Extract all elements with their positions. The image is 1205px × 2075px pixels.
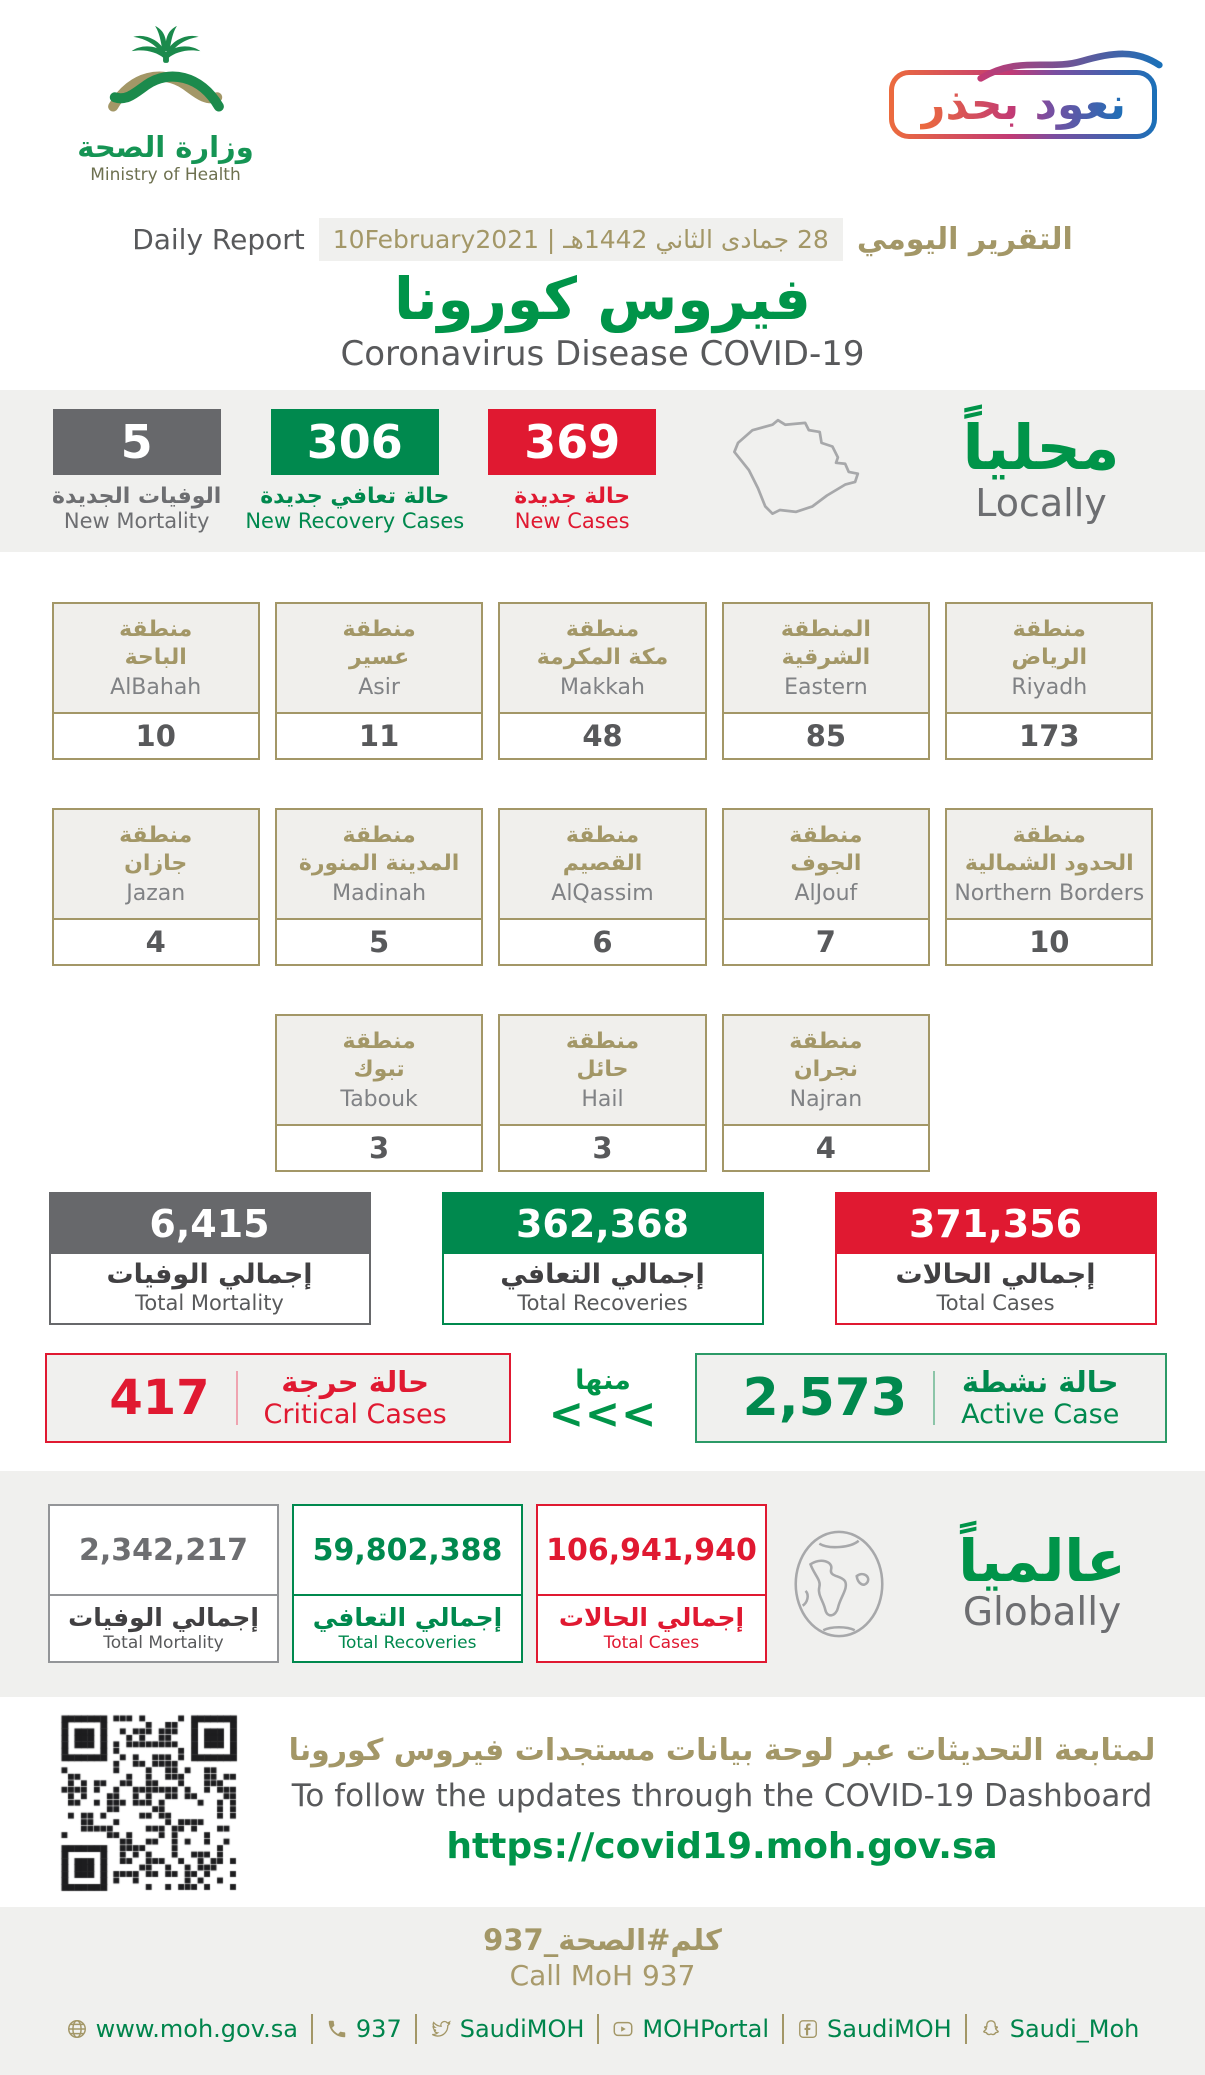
footer-contact-text: Saudi_Moh	[1009, 2014, 1140, 2043]
locally-section	[0, 390, 1205, 552]
report-date-chip: 28 جمادى الثاني 1442هـ | 10February2021	[319, 218, 843, 261]
total-mortality-box	[49, 1192, 371, 1325]
local-stat-new-mortality	[52, 409, 221, 533]
critical-active-row	[45, 1353, 1167, 1443]
call-moh-arabic: كلم#الصحة_937	[483, 1922, 722, 1957]
region-name-english: AlBahah	[110, 674, 202, 700]
active-cases-value: 2,573	[742, 1367, 908, 1428]
globe-icon	[780, 1509, 898, 1659]
active-cases-label-arabic: حالة نشطة	[961, 1365, 1119, 1400]
covid-title-arabic: فيروس كورونا	[393, 265, 812, 333]
total-recoveries-box	[442, 1192, 764, 1325]
region-name-arabic: منطقة القصيم	[562, 822, 643, 877]
total-label-arabic: إجمالي التعافي	[500, 1258, 705, 1290]
region-name-panel	[54, 604, 258, 714]
footer-contact-item	[784, 2015, 965, 2043]
region-name-english: Madinah	[332, 880, 427, 906]
of-which-indicator	[511, 1364, 695, 1438]
region-new-cases-value: 4	[145, 924, 166, 959]
globally-section	[0, 1471, 1205, 1697]
region-name-panel	[277, 604, 481, 714]
footer-contact-text: www.moh.gov.sa	[95, 2014, 298, 2043]
region-new-cases-value: 10	[1029, 924, 1070, 959]
region-name-panel	[500, 1016, 704, 1126]
region-name-arabic: منطقة الباحة	[119, 616, 193, 671]
total-value: 371,356	[908, 1201, 1083, 1246]
critical-cases-value: 417	[109, 1369, 210, 1426]
global-stat-label-arabic: إجمالي الحالات	[558, 1603, 745, 1633]
divider	[933, 1371, 935, 1425]
region-name-arabic: منطقة حائل	[565, 1028, 640, 1083]
footer-contact-item	[313, 2015, 415, 2043]
region-name-panel	[54, 810, 258, 920]
global-stat-label-english: Total Recoveries	[338, 1633, 477, 1654]
global-stat-value: 2,342,217	[50, 1506, 277, 1596]
dashboard-line-english: To follow the updates through the COVID-19 Dashboard	[291, 1777, 1153, 1814]
totals-row	[49, 1192, 1157, 1325]
dashboard-section	[0, 1697, 1205, 1893]
total-label-english: Total Mortality	[135, 1290, 284, 1315]
stat-value-box	[271, 409, 439, 475]
total-label-english: Total Cases	[936, 1290, 1055, 1315]
total-value-box	[444, 1194, 762, 1254]
region-name-english: Jazan	[126, 880, 186, 906]
region-new-cases-value: 3	[369, 1130, 390, 1165]
region-box-makkah	[498, 602, 706, 760]
global-stat-value: 106,941,940	[538, 1506, 765, 1596]
total-label-arabic: إجمالي الحالات	[895, 1258, 1096, 1290]
region-name-panel	[724, 1016, 928, 1126]
region-name-english: Najran	[789, 1086, 863, 1112]
region-name-english: AlQassim	[551, 880, 654, 906]
daily-report-arabic: التقرير اليومي	[856, 222, 1073, 257]
stat-value-box	[488, 409, 656, 475]
regions-grid	[52, 602, 1154, 1172]
global-total-recoveries-box	[292, 1504, 523, 1663]
region-name-panel	[947, 604, 1151, 714]
region-name-english: Eastern	[784, 674, 868, 700]
region-box-madinah	[275, 808, 483, 966]
active-cases-box	[695, 1353, 1167, 1443]
region-new-cases-value: 11	[358, 718, 400, 753]
ministry-name-arabic: وزارة الصحة	[77, 130, 254, 164]
stat-label-english: New Cases	[514, 508, 630, 533]
locally-heading	[921, 410, 1161, 525]
region-new-cases-value: 4	[815, 1130, 836, 1165]
region-name-english: Hail	[581, 1086, 624, 1112]
region-new-cases-value: 6	[592, 924, 613, 959]
region-name-panel	[277, 810, 481, 920]
footer-contact-text: 937	[355, 2014, 402, 2043]
dashboard-text	[279, 1733, 1165, 1873]
stat-label-english: New Mortality	[63, 508, 210, 533]
critical-cases-box	[45, 1353, 511, 1443]
snapchat-icon	[980, 2018, 1002, 2040]
region-new-cases-value: 5	[369, 924, 390, 959]
region-box-albahah	[52, 602, 260, 760]
stat-value: 5	[120, 414, 153, 469]
region-name-arabic: منطقة المدينة المنورة	[298, 822, 460, 877]
report-header-line	[0, 218, 1205, 261]
stat-value: 306	[306, 414, 403, 469]
locally-stats	[52, 409, 656, 533]
footer-contact-text: MOHPortal	[642, 2014, 770, 2043]
global-stat-label-english: Total Mortality	[103, 1633, 224, 1654]
stat-value-box	[53, 409, 221, 475]
footer-contact-text: SaudiMOH	[827, 2014, 952, 2043]
ministry-name-english: Ministry of Health	[90, 165, 241, 185]
region-new-cases-value: 173	[1019, 718, 1080, 753]
region-name-arabic: منطقة نجران	[789, 1028, 863, 1083]
region-box-asir	[275, 602, 483, 760]
stat-label-english: New Recovery Cases	[245, 508, 465, 533]
region-box-najran	[722, 1014, 930, 1172]
youtube-icon	[612, 2018, 634, 2040]
footer-contact-item	[417, 2015, 598, 2043]
critical-cases-label-arabic: حالة حرجة	[281, 1365, 429, 1400]
globally-heading-english: Globally	[962, 1590, 1122, 1636]
saudi-arabia-map-icon	[721, 412, 893, 530]
footer-contact-item	[967, 2015, 1153, 2043]
covid-title-english: Coronavirus Disease COVID-19	[340, 333, 865, 374]
region-box-jazan	[52, 808, 260, 966]
region-box-northern-borders	[945, 808, 1153, 966]
footer-contact-item	[599, 2015, 782, 2043]
region-box-tabouk	[275, 1014, 483, 1172]
region-new-cases-value: 48	[582, 718, 623, 753]
region-name-panel	[947, 810, 1151, 920]
total-value: 6,415	[149, 1201, 270, 1246]
region-name-english: Asir	[358, 674, 400, 700]
dashboard-url-link[interactable]: https://covid19.moh.gov.sa	[446, 1825, 998, 1867]
global-stat-label-english: Total Cases	[603, 1633, 700, 1654]
region-name-english: Northern Borders	[954, 880, 1145, 906]
region-name-arabic: منطقة تبوك	[342, 1028, 416, 1083]
globe-icon	[66, 2018, 88, 2040]
footer-contact-item	[53, 2015, 311, 2043]
total-label-english: Total Recoveries	[517, 1290, 688, 1315]
dashboard-line-arabic: لمتابعة التحديثات عبر لوحة بيانات مستجدات فيروس كورونا	[288, 1732, 1156, 1768]
region-name-panel	[724, 810, 928, 920]
local-stat-new-cases	[488, 409, 656, 533]
qr-code	[55, 1709, 243, 1897]
daily-report-english: Daily Report	[132, 223, 305, 256]
region-box-riyadh	[945, 602, 1153, 760]
global-stat-label-arabic: إجمالي التعافي	[312, 1603, 503, 1633]
moh-logo	[58, 26, 273, 185]
global-stat-label-arabic: إجمالي الوفيات	[68, 1603, 259, 1633]
footer-contact-text: SaudiMOH	[459, 2014, 585, 2043]
globally-heading	[927, 1527, 1157, 1636]
region-name-panel	[500, 604, 704, 714]
locally-heading-arabic: محلياً	[962, 410, 1120, 484]
region-name-arabic: منطقة جازان	[119, 822, 193, 877]
global-total-cases-box	[536, 1504, 767, 1663]
footer-contacts	[0, 2014, 1205, 2044]
divider	[236, 1371, 238, 1425]
header	[0, 0, 1205, 212]
region-new-cases-value: 3	[592, 1130, 613, 1165]
globally-heading-arabic: عالمياً	[958, 1527, 1126, 1596]
call-moh-english: Call MoH 937	[509, 1958, 696, 1992]
global-stat-value: 59,802,388	[294, 1506, 521, 1596]
critical-cases-label-english: Critical Cases	[263, 1399, 447, 1431]
total-value: 362,368	[515, 1201, 690, 1246]
region-new-cases-value: 10	[135, 718, 176, 753]
global-total-mortality-box	[48, 1504, 279, 1663]
twitter-icon	[430, 2018, 452, 2040]
phone-icon	[326, 2018, 348, 2040]
badge-swoosh-icon	[975, 46, 1165, 86]
bottom-band	[0, 1907, 1205, 2075]
region-name-english: Tabouk	[340, 1086, 418, 1112]
region-name-arabic: المنطقة الشرقية	[780, 616, 871, 671]
globally-stats	[48, 1504, 767, 1663]
local-stat-new-recovery-cases	[245, 409, 464, 533]
region-name-english: AlJouf	[794, 880, 858, 906]
region-name-arabic: منطقة عسير	[342, 616, 416, 671]
total-label-arabic: إجمالي الوفيات	[106, 1258, 313, 1290]
stat-value: 369	[524, 414, 621, 469]
badge-text: نعود بحذر	[920, 79, 1126, 130]
region-box-hail	[498, 1014, 706, 1172]
palm-emblem-icon	[92, 26, 240, 130]
region-name-arabic: منطقة مكة المكرمة	[536, 616, 669, 671]
region-name-arabic: منطقة الحدود الشمالية	[964, 822, 1134, 877]
chevrons-left-icon: <<<	[548, 1388, 658, 1438]
region-name-panel	[500, 810, 704, 920]
region-new-cases-value: 85	[805, 718, 847, 753]
region-name-panel	[724, 604, 928, 714]
stat-label-arabic: الوفيات الجديدة	[52, 483, 222, 509]
facebook-icon	[797, 2018, 819, 2040]
region-name-arabic: منطقة الرياض	[1011, 616, 1088, 671]
locally-heading-english: Locally	[975, 480, 1107, 525]
total-value-box	[51, 1194, 369, 1254]
region-name-english: Makkah	[560, 674, 645, 700]
region-new-cases-value: 7	[815, 924, 836, 959]
stat-label-arabic: حالة تعافي جديدة	[260, 483, 450, 509]
region-box-eastern	[722, 602, 930, 760]
region-name-arabic: منطقة الجوف	[789, 822, 863, 877]
active-cases-label-english: Active Case	[961, 1399, 1120, 1431]
region-name-english: Riyadh	[1011, 674, 1088, 700]
total-value-box	[837, 1194, 1155, 1254]
total-cases-box	[835, 1192, 1157, 1325]
stat-label-arabic: حالة جديدة	[514, 483, 631, 509]
region-name-panel	[277, 1016, 481, 1126]
of-which-label-arabic: منها	[575, 1364, 631, 1396]
region-box-alqassim	[498, 808, 706, 966]
region-box-aljouf	[722, 808, 930, 966]
return-with-caution-badge	[889, 70, 1157, 139]
